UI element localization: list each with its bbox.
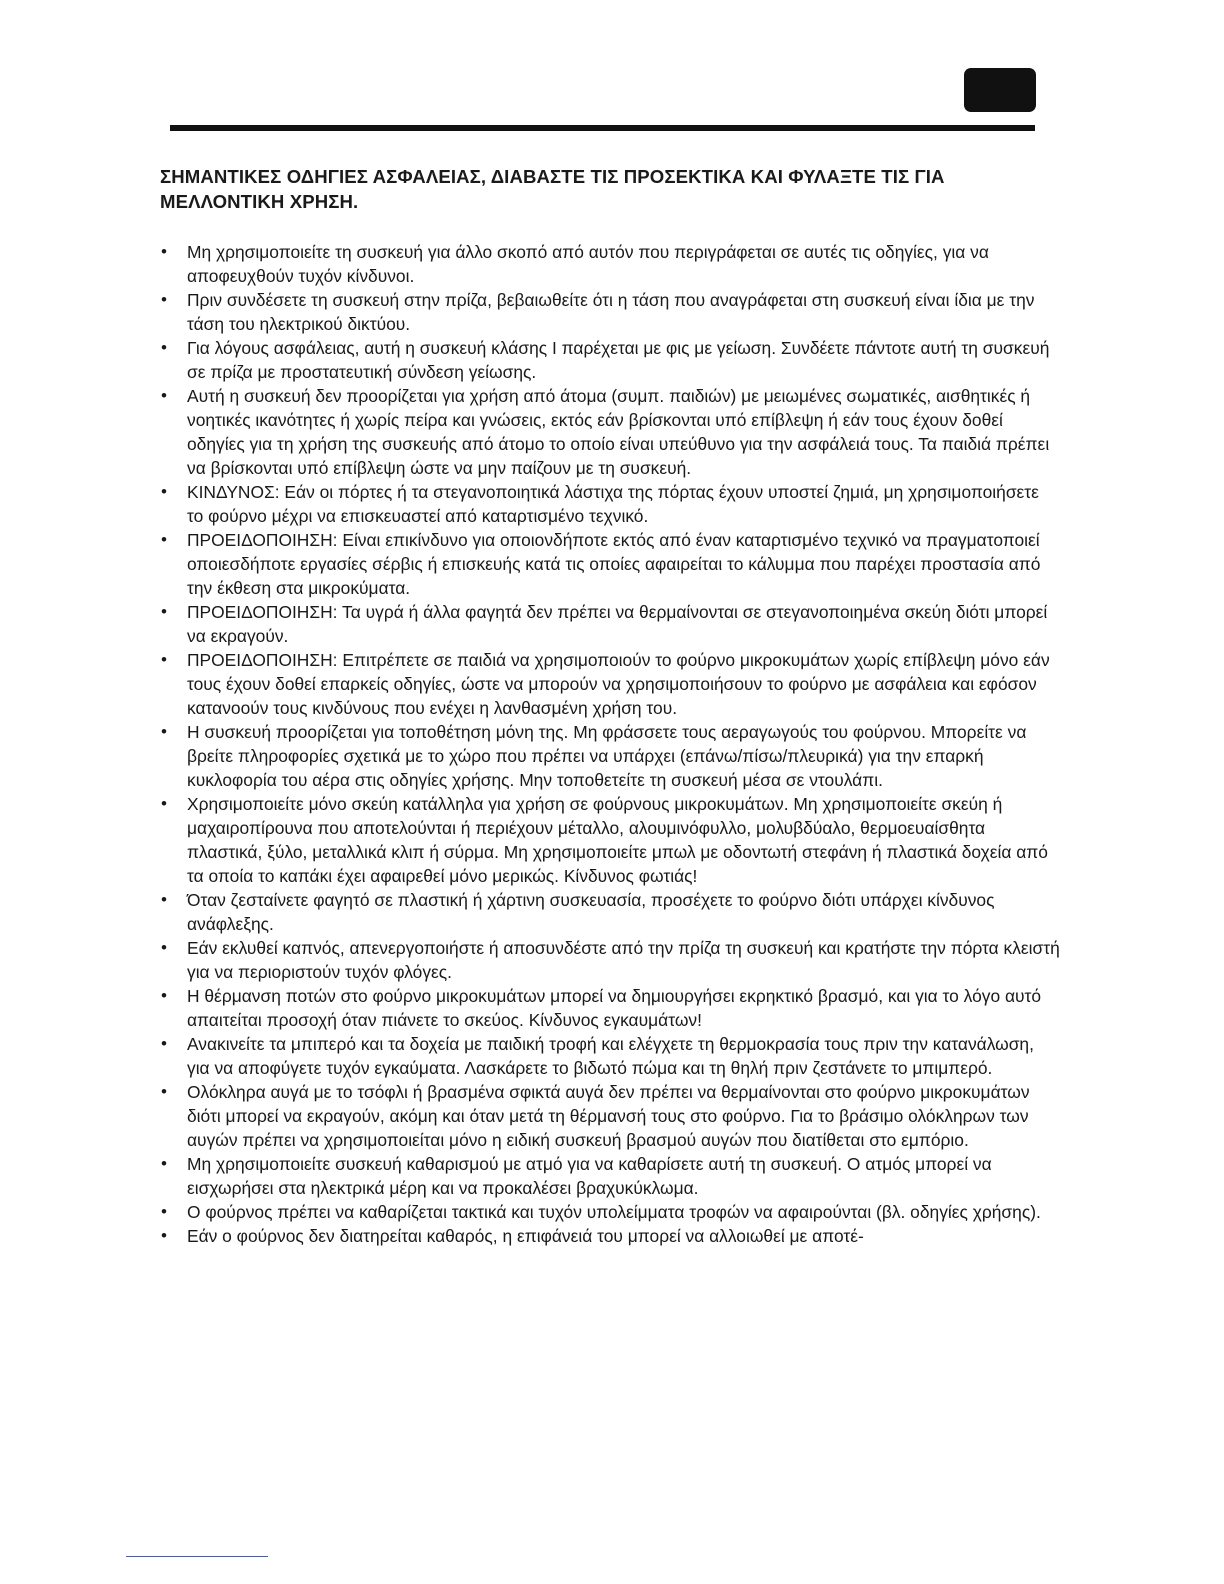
instruction-item: • Η θέρμανση ποτών στο φούρνο μικροκυμάτων μπορεί να δημιουργήσει εκρηκτικό βρασμό, και για το λόγο αυτό απαιτείται προσοχή όταν πιάνετε το σκεύος. Κίνδυνος εγκαυμάτων! — [160, 984, 1060, 1032]
instruction-item: • Μη χρησιμοποιείτε τη συσκευή για άλλο σκοπό από αυτόν που περιγράφεται σε αυτές τις οδηγίες, για να αποφευχθούν τυχόν κίνδυνοι. — [160, 240, 1060, 288]
instruction-item: • Ο φούρνος πρέπει να καθαρίζεται τακτικά και τυχόν υπολείμματα τροφών να αφαιρούνται (βλ. οδηγίες χρήσης). — [160, 1200, 1060, 1224]
instruction-item: • Χρησιμοποιείτε μόνο σκεύη κατάλληλα για χρήση σε φούρνους μικροκυμάτων. Μη χρησιμοποιείτε σκεύη ή μαχαιροπίρουνα που αποτελούνται ή περιέχουν μέταλλο, αλουμινόφυλλο, μολυβδύαλο, θερμοευαίσθητα πλαστικά, ξύλο, μεταλλικά κλιπ ή σύρμα. Μη χρησιμοποιείτε μπωλ με οδοντωτή στεφάνη ή πλαστικά δοχεία από τα οποία το καπάκι έχει αφαιρεθεί μόνο μερικώς. Κίνδυνος φωτιάς! — [160, 792, 1060, 888]
instruction-item: • Όταν ζεσταίνετε φαγητό σε πλαστική ή χάρτινη συσκευασία, προσέχετε το φούρνο διότι υπάρχει κίνδυνος ανάφλεξης. — [160, 888, 1060, 936]
instruction-item: • Μη χρησιμοποιείτε συσκευή καθαρισμού με ατμό για να καθαρίσετε αυτή τη συσκευή. Ο ατμός μπορεί να εισχωρήσει στα ηλεκτρικά μέρη και να προκαλέσει βραχυκύκλωμα. — [160, 1152, 1060, 1200]
header-rule — [170, 125, 1035, 131]
safety-instructions-section — [160, 164, 1060, 1248]
instruction-item: • ΚΙΝΔΥΝΟΣ: Εάν οι πόρτες ή τα στεγανοποιητικά λάστιχα της πόρτας έχουν υποστεί ζημιά, μη χρησιμοποιήσετε το φούρνο μέχρι να επισκευαστεί από καταρτισμένο τεχνικό. — [160, 480, 1060, 528]
language-tab — [964, 68, 1036, 112]
instruction-item: • Εάν εκλυθεί καπνός, απενεργοποιήστε ή αποσυνδέστε από την πρίζα τη συσκευή και κρατήστε την πόρτα κλειστή για να περιοριστούν τυχόν φλόγες. — [160, 936, 1060, 984]
instruction-item: • Η συσκευή προορίζεται για τοποθέτηση μόνη της. Μη φράσσετε τους αεραγωγούς του φούρνου. Μπορείτε να βρείτε πληροφορίες σχετικά με το χώρο που πρέπει να υπάρχει (επάνω/πίσω/πλευρικά) για την επαρκή κυκλοφορία του αέρα στις οδηγίες χρήσης. Μην τοποθετείτε τη συσκευή μέσα σε ντουλάπι. — [160, 720, 1060, 792]
instruction-item: • Εάν ο φούρνος δεν διατηρείται καθαρός, η επιφάνειά του μπορεί να αλλοιωθεί με αποτέ- — [160, 1224, 1060, 1248]
instructions-list — [160, 240, 1060, 1248]
instruction-item: • Για λόγους ασφάλειας, αυτή η συσκευή κλάσης I παρέχεται με φις με γείωση. Συνδέετε πάντοτε αυτή τη συσκευή σε πρίζα με προστατευτική σύνδεση γείωσης. — [160, 336, 1060, 384]
instruction-item: • ΠΡΟΕΙΔΟΠΟΙΗΣΗ: Είναι επικίνδυνο για οποιονδήποτε εκτός από έναν καταρτισμένο τεχνικό να πραγματοποιεί οποιεσδήποτε εργασίες σέρβις ή επισκευής κατά τις οποίες αφαιρείται το κάλυμμα που παρέχει προστασία από την έκθεση στα μικροκύματα. — [160, 528, 1060, 600]
section-heading: ΣΗΜΑΝΤΙΚΕΣ ΟΔΗΓΙΕΣ ΑΣΦΑΛΕΙΑΣ, ΔΙΑΒΑΣΤΕ ΤΙΣ ΠΡΟΣΕΚΤΙΚΑ ΚΑΙ ΦΥΛΑΞΤΕ ΤΙΣ ΓΙΑ ΜΕΛΛΟΝΤΙΚΗ ΧΡΗΣΗ. — [160, 166, 945, 212]
instruction-item: • Ολόκληρα αυγά με το τσόφλι ή βρασμένα σφικτά αυγά δεν πρέπει να θερμαίνονται στο φούρνο μικροκυμάτων διότι μπορεί να εκραγούν, ακόμη και όταν μετά τη θέρμανσή τους στο φούρνο. Για το βράσιμο ολόκληρων των αυγών πρέπει να χρησιμοποιείται μόνο η ειδική συσκευή βρασμού αυγών που διατίθεται στο εμπόριο. — [160, 1080, 1060, 1152]
instruction-item: • ΠΡΟΕΙΔΟΠΟΙΗΣΗ: Επιτρέπετε σε παιδιά να χρησιμοποιούν το φούρνο μικροκυμάτων χωρίς επίβλεψη μόνο εάν τους έχουν δοθεί επαρκείς οδηγίες, ώστε να μπορούν να χρησιμοποιήσουν το φούρνο με ασφάλεια και εφόσον κατανοούν τους κινδύνους που ενέχει η λανθασμένη χρήση του. — [160, 648, 1060, 720]
footer-link-underline — [126, 1556, 268, 1557]
instruction-item: • Πριν συνδέσετε τη συσκευή στην πρίζα, βεβαιωθείτε ότι η τάση που αναγράφεται στη συσκευή είναι ίδια με την τάση του ηλεκτρικού δικτύου. — [160, 288, 1060, 336]
instruction-item: • ΠΡΟΕΙΔΟΠΟΙΗΣΗ: Τα υγρά ή άλλα φαγητά δεν πρέπει να θερμαίνονται σε στεγανοποιημένα σκεύη διότι μπορεί να εκραγούν. — [160, 600, 1060, 648]
instruction-item: • Αυτή η συσκευή δεν προορίζεται για χρήση από άτομα (συμπ. παιδιών) με μειωμένες σωματικές, αισθητικές ή νοητικές ικανότητες ή χωρίς πείρα και γνώσεις, εκτός εάν βρίσκονται υπό επίβλεψη ή εάν τους έχουν δοθεί οδηγίες για τη χρήση της συσκευής από άτομο το οποίο είναι υπεύθυνο για την ασφάλειά τους. Τα παιδιά πρέπει να βρίσκονται υπό επίβλεψη ώστε να μην παίζουν με τη συσκευή. — [160, 384, 1060, 480]
instruction-item: • Ανακινείτε τα μπιπερό και τα δοχεία με παιδική τροφή και ελέγχετε τη θερμοκρασία τους πριν την κατανάλωση, για να αποφύγετε τυχόν εγκαύματα. Λασκάρετε το βιδωτό πώμα και τη θηλή πριν ζεστάνετε το μπιμπερό. — [160, 1032, 1060, 1080]
